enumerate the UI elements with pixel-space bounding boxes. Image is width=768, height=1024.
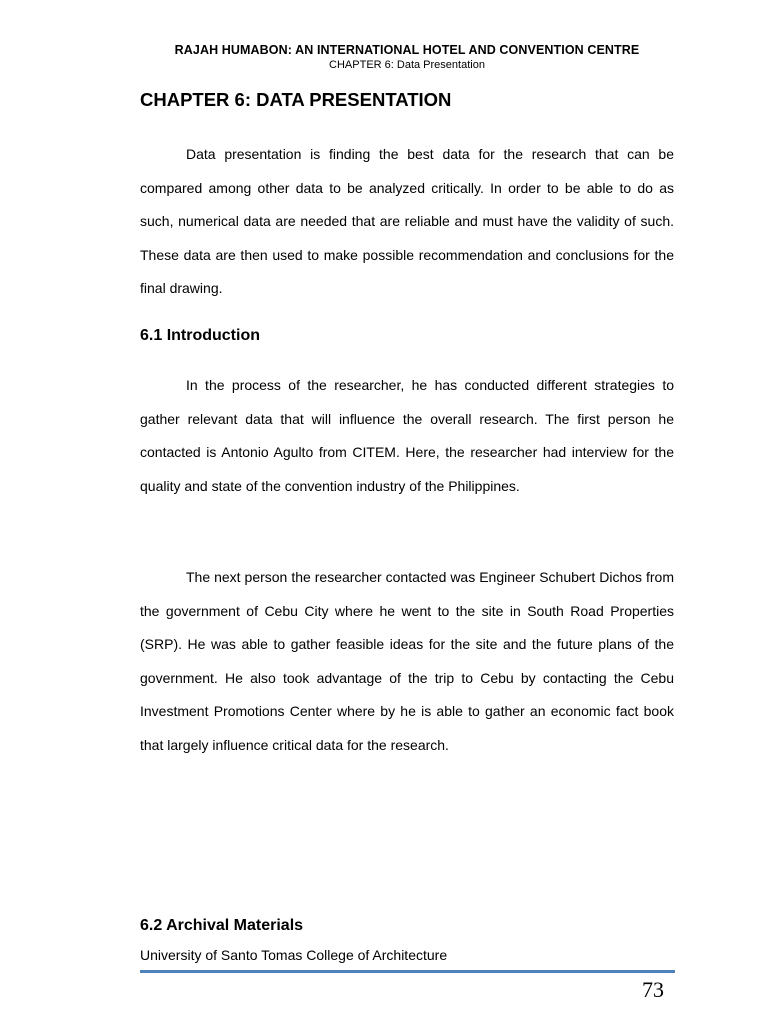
section-heading-introduction: 6.1 Introduction bbox=[140, 327, 260, 344]
page-number: 73 bbox=[642, 977, 664, 1002]
footer-institution: University of Santo Tomas College of Architecture bbox=[140, 947, 448, 963]
intro-paragraph: Data presentation is finding the best data for the research that can be compared among other data to be analyzed critically. In order to be able to do as such, numerical data are needed that are reliable and must have the validity of such. These data are then used to make possible recommendation and conclusions for the final drawing. bbox=[140, 146, 674, 296]
section-heading-archival-materials: 6.2 Archival Materials bbox=[140, 917, 304, 934]
running-header-title: RAJAH HUMABON: AN INTERNATIONAL HOTEL AND CONVENTION CENTRE bbox=[174, 43, 640, 57]
running-header bbox=[140, 43, 674, 72]
introduction-paragraph-1: In the process of the researcher, he has conducted different strategies to gather relevant data that will influence the overall research. The first person he contacted is Antonio Agulto from CITEM. Here, the researcher had interview for the quality and state of the convention industry of the Philippines. bbox=[140, 377, 674, 494]
introduction-paragraph-2: The next person the researcher contacted was Engineer Schubert Dichos from the government of Cebu City where he went to the site in South Road Properties (SRP). He was able to gather feasible ideas for the site and the future plans of the government. He also took advantage of the trip to Cebu by contacting the Cebu Investment Promotions Center where by he is able to gather an economic fact book that largely influence critical data for the research. bbox=[140, 569, 674, 753]
chapter-title: CHAPTER 6: DATA PRESENTATION bbox=[140, 89, 452, 110]
running-header-subtitle: CHAPTER 6: Data Presentation bbox=[329, 59, 485, 71]
footer-rule bbox=[140, 970, 675, 973]
